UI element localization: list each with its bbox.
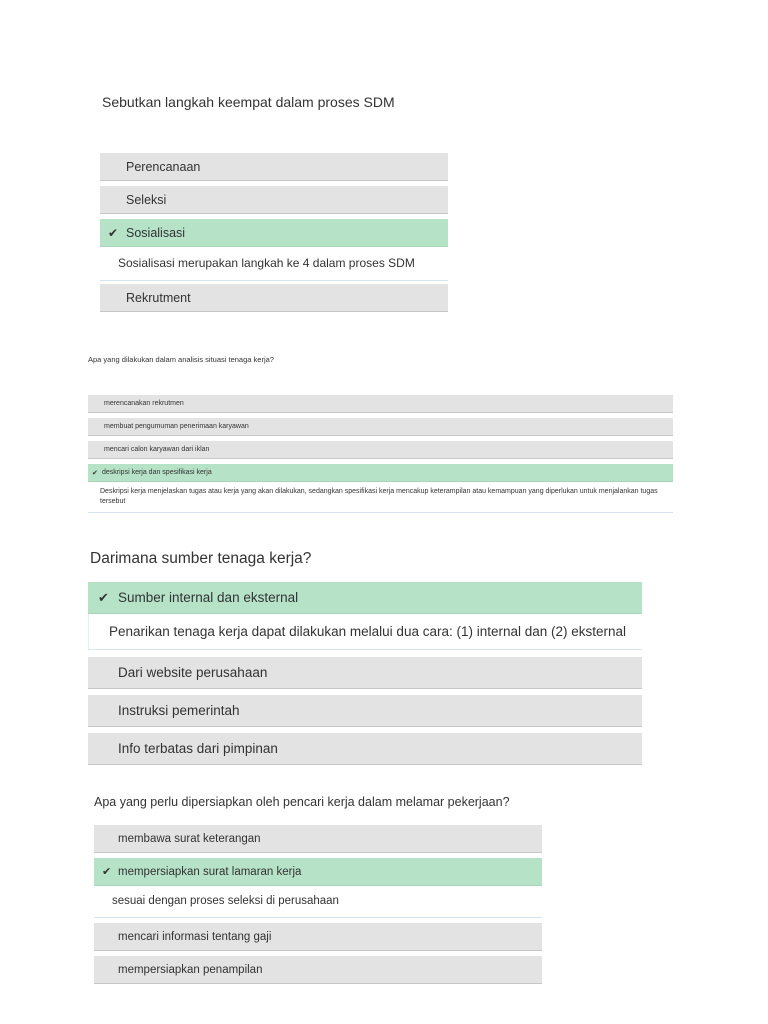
option-rekrutment[interactable] [100, 284, 448, 312]
question-text: Apa yang perlu dipersiapkan oleh pencari kerja dalam melamar pekerjaan? [94, 795, 510, 809]
option-instruksi-pemerintah[interactable] [88, 695, 642, 727]
check-icon: ✔ [92, 469, 98, 477]
option-surat-lamaran-correct[interactable] [94, 858, 542, 886]
option-deskripsi-kerja-correct[interactable] [88, 464, 673, 482]
question-text: Sebutkan langkah keempat dalam proses SDM [102, 94, 395, 110]
option-mencari-calon[interactable] [88, 441, 673, 459]
option-label: Rekrutment [126, 290, 191, 305]
option-penampilan[interactable] [94, 956, 542, 984]
option-label: membawa surat keterangan [118, 832, 261, 845]
option-sosialisasi-correct[interactable] [100, 219, 448, 247]
option-label: Sosialisasi [126, 225, 186, 240]
quiz-sumber-tenaga-kerja [88, 550, 642, 770]
answer-explanation: Penarikan tenaga kerja dapat dilakukan melalui dua cara: (1) internal dan (2) eksternal [88, 614, 642, 650]
option-label: membuat pengumuman penerimaan karyawan [104, 423, 249, 430]
option-label: Perencanaan [126, 159, 201, 174]
option-label: Instruksi pemerintah [118, 703, 240, 718]
question-text: Apa yang dilakukan dalam analisis situasi tenaga kerja? [88, 355, 274, 364]
option-merencanakan-rekrutmen[interactable] [88, 395, 673, 413]
option-label: Dari website perusahaan [118, 665, 268, 680]
option-label: mempersiapkan surat lamaran kerja [118, 865, 302, 878]
option-label: Seleksi [126, 192, 167, 207]
answer-explanation: Deskripsi kerja menjelaskan tugas atau kerja yang akan dilakukan, sedangkan spesifikasi kerja mencakup keterampilan atau kemampuan yang diperlukan untuk menjalankan tugas tersebut [88, 483, 673, 513]
option-label: Info terbatas dari pimpinan [118, 741, 278, 756]
option-internal-eksternal-correct[interactable] [88, 582, 642, 614]
option-informasi-gaji[interactable] [94, 923, 542, 951]
option-perencanaan[interactable] [100, 153, 448, 181]
option-label: merencanakan rekrutmen [104, 400, 184, 407]
option-label: mencari calon karyawan dari iklan [104, 446, 210, 453]
option-info-terbatas[interactable] [88, 733, 642, 765]
check-icon: ✔ [108, 225, 119, 240]
answer-explanation: sesuai dengan proses seleksi di perusahaan [94, 886, 542, 918]
quiz-persiapan-melamar [94, 795, 542, 985]
answer-explanation: Sosialisasi merupakan langkah ke 4 dalam proses SDM [100, 247, 448, 281]
check-icon: ✔ [102, 866, 112, 878]
option-membuat-pengumuman[interactable] [88, 418, 673, 436]
option-label: mempersiapkan penampilan [118, 963, 263, 976]
quiz-langkah-sdm [100, 94, 448, 314]
question-text: Darimana sumber tenaga kerja? [90, 550, 312, 567]
option-label: deskripsi kerja dan spesifikasi kerja [102, 469, 212, 476]
option-label: Sumber internal dan eksternal [118, 590, 299, 605]
option-seleksi[interactable] [100, 186, 448, 214]
option-website-perusahaan[interactable] [88, 657, 642, 689]
quiz-analisis-situasi [88, 355, 673, 518]
check-icon: ✔ [98, 589, 109, 605]
option-label: mencari informasi tentang gaji [118, 930, 272, 943]
option-surat-keterangan[interactable] [94, 825, 542, 853]
